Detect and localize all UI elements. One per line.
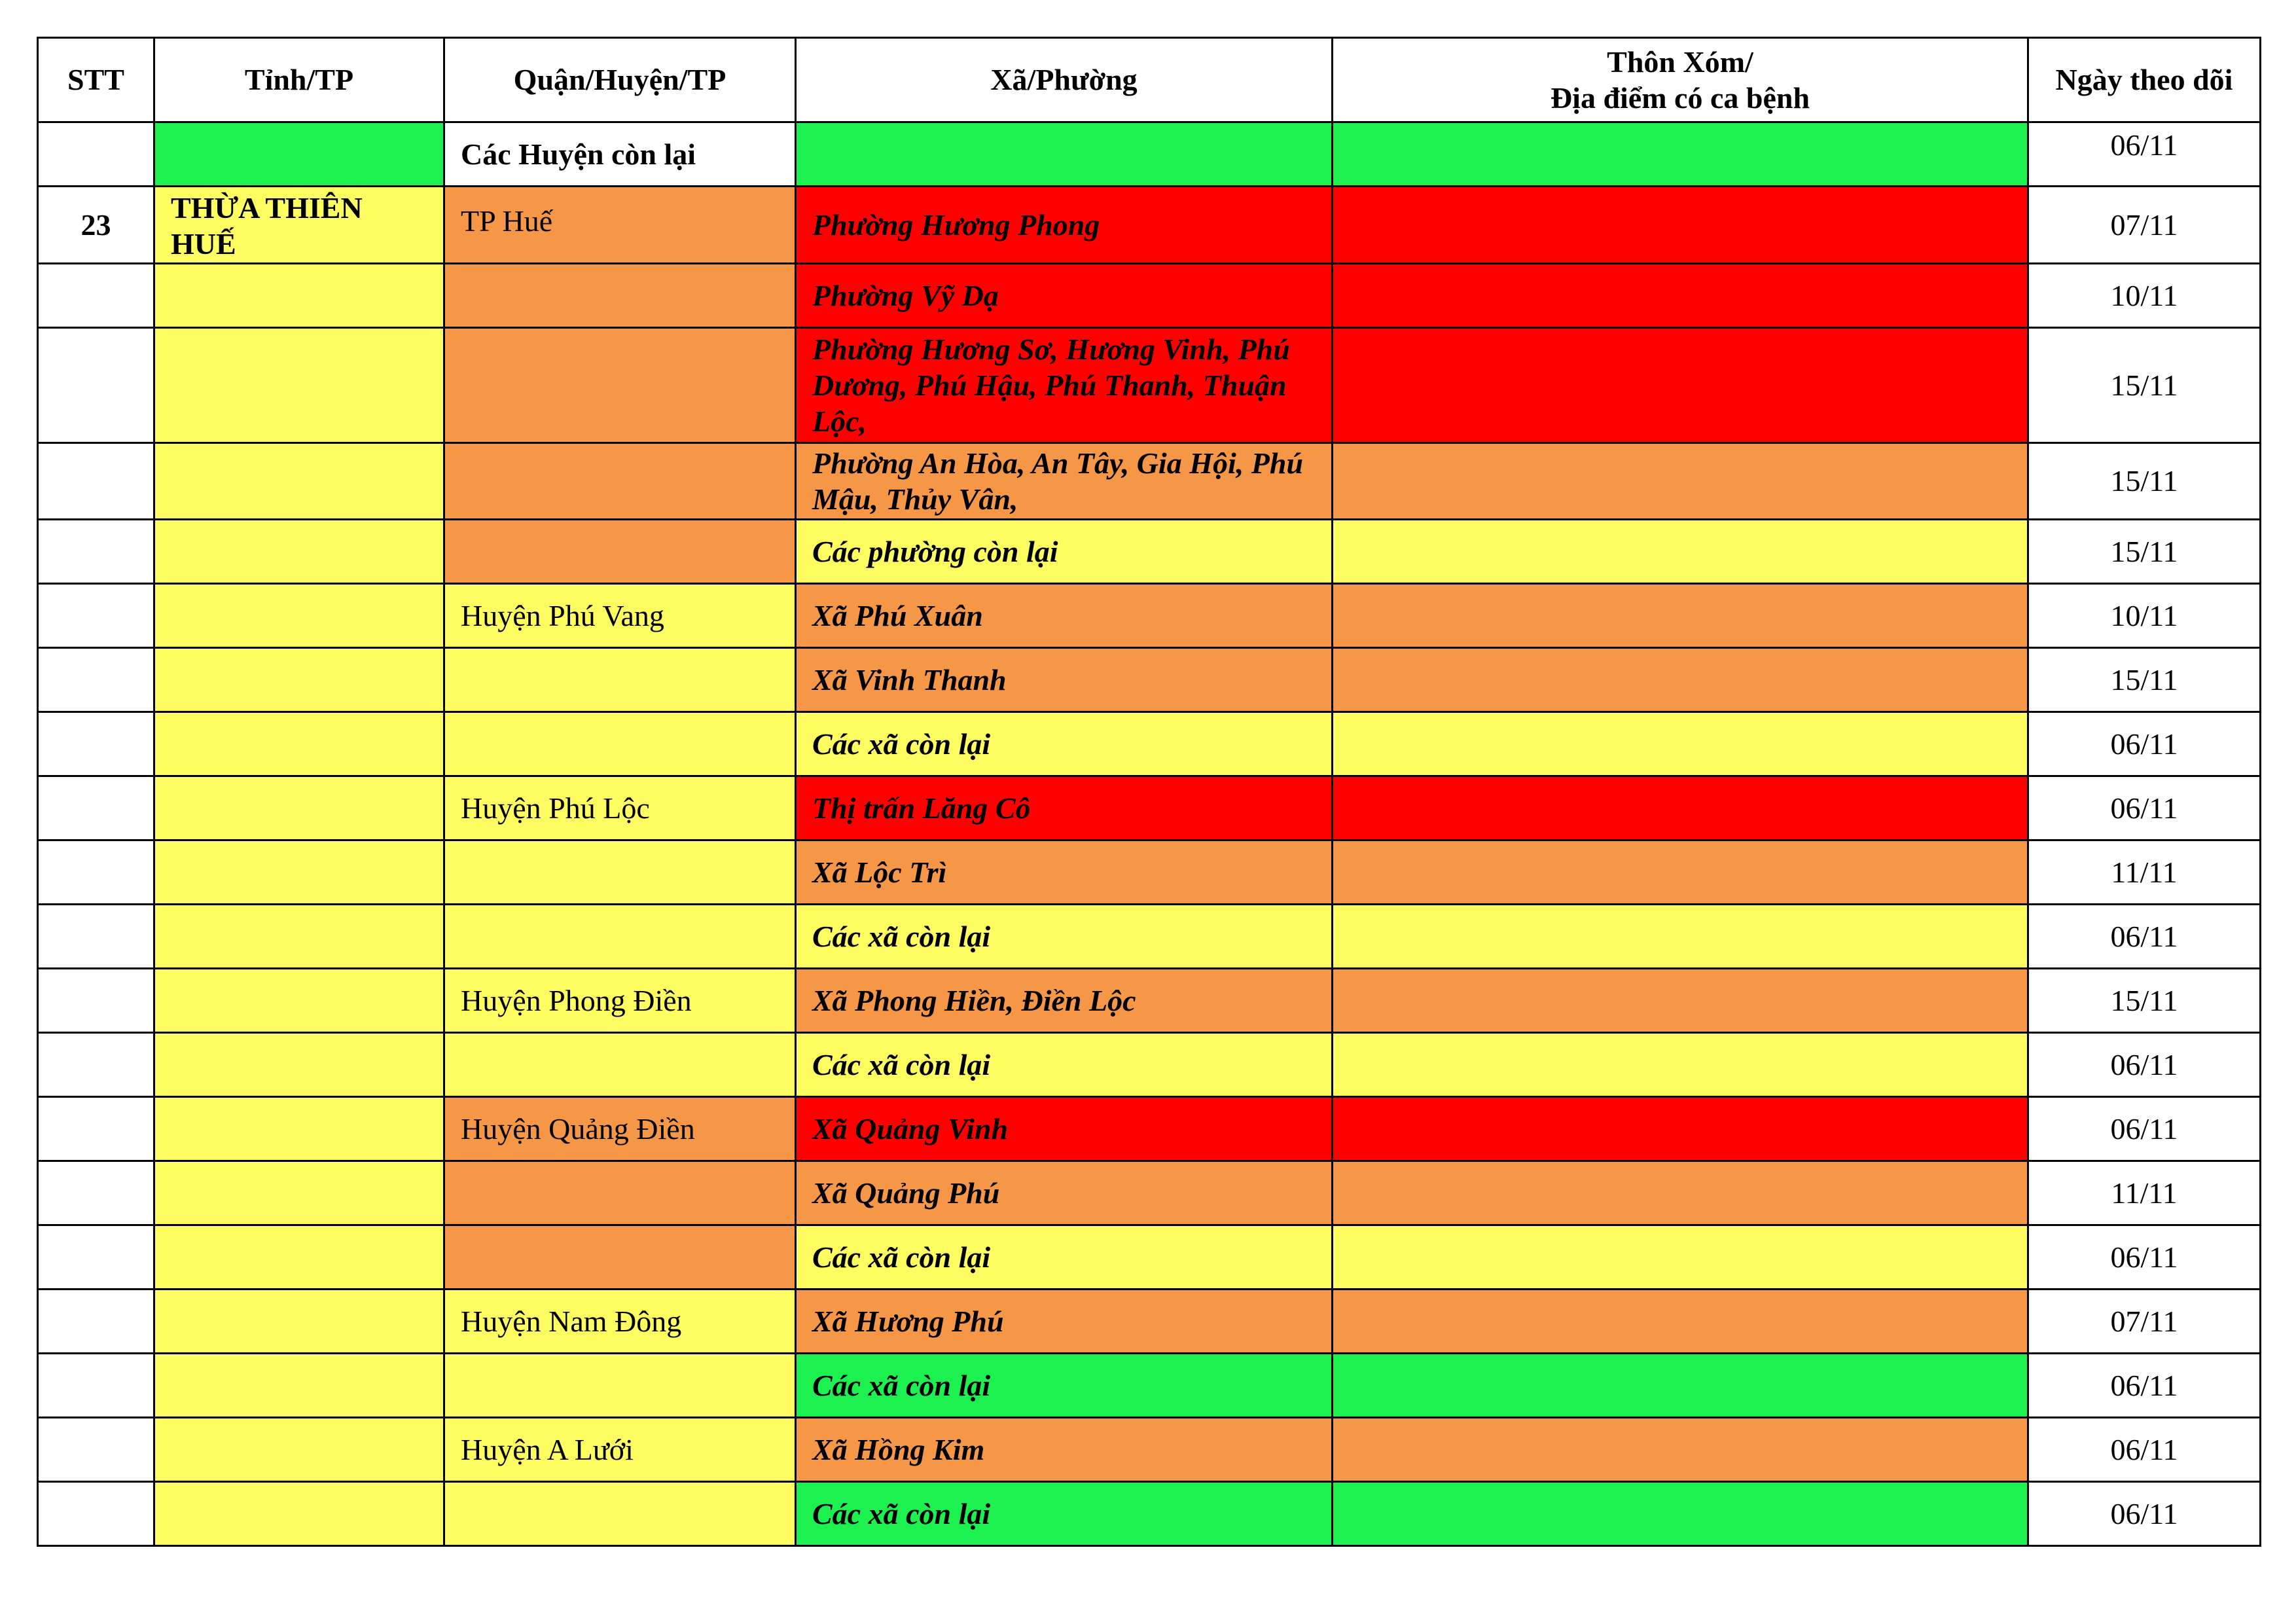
cell-district: Huyện Phong Điền <box>444 969 796 1033</box>
cell-district: Huyện Phú Lộc <box>444 776 796 840</box>
cell-hamlet <box>1333 187 2028 264</box>
cell-hamlet <box>1333 1418 2028 1482</box>
cell-district: TP Huế <box>444 187 796 264</box>
cell-stt <box>38 1354 154 1418</box>
cell-hamlet <box>1333 1290 2028 1354</box>
cell-stt <box>38 1482 154 1546</box>
cell-province <box>154 1225 444 1290</box>
cell-province <box>154 1033 444 1097</box>
table-row <box>38 712 2261 776</box>
cell-province <box>154 520 444 584</box>
cell-province <box>154 840 444 905</box>
cell-ward: Xã Hương Phú <box>796 1290 1333 1354</box>
cell-ward: Xã Quảng Vinh <box>796 1097 1333 1161</box>
cell-ward: Các xã còn lại <box>796 905 1333 969</box>
cell-ward: Các xã còn lại <box>796 1033 1333 1097</box>
table-row <box>38 1097 2261 1161</box>
cell-ward: Xã Phú Xuân <box>796 584 1333 648</box>
cell-district <box>444 1225 796 1290</box>
cell-district <box>444 1161 796 1225</box>
cell-date: 15/11 <box>2028 648 2261 712</box>
cell-date: 11/11 <box>2028 840 2261 905</box>
cell-date: 06/11 <box>2028 122 2261 187</box>
table-row <box>38 328 2261 443</box>
cell-stt <box>38 1418 154 1482</box>
table-row <box>38 840 2261 905</box>
cell-hamlet <box>1333 1033 2028 1097</box>
cell-hamlet <box>1333 264 2028 328</box>
cell-hamlet <box>1333 584 2028 648</box>
cell-district <box>444 443 796 520</box>
cell-hamlet <box>1333 443 2028 520</box>
cell-province <box>154 905 444 969</box>
cell-ward: Xã Vinh Thanh <box>796 648 1333 712</box>
cell-district <box>444 648 796 712</box>
cell-district <box>444 264 796 328</box>
cell-hamlet <box>1333 1225 2028 1290</box>
cell-ward: Các xã còn lại <box>796 1354 1333 1418</box>
table-row <box>38 1225 2261 1290</box>
cell-date: 06/11 <box>2028 1482 2261 1546</box>
cell-district: Huyện Nam Đông <box>444 1290 796 1354</box>
cell-stt <box>38 584 154 648</box>
cell-stt <box>38 122 154 187</box>
table-row <box>38 187 2261 264</box>
cell-hamlet <box>1333 648 2028 712</box>
cell-hamlet <box>1333 1354 2028 1418</box>
table-row <box>38 648 2261 712</box>
cell-ward: Phường Hương Phong <box>796 187 1333 264</box>
cell-province <box>154 1418 444 1482</box>
header-hamlet-line2: Địa điểm có ca bệnh <box>1550 81 1810 115</box>
cell-date: 10/11 <box>2028 264 2261 328</box>
cell-stt <box>38 969 154 1033</box>
cell-district: Huyện Quảng Điền <box>444 1097 796 1161</box>
header-stt: STT <box>38 38 154 122</box>
cell-date: 10/11 <box>2028 584 2261 648</box>
cell-ward: Xã Lộc Trì <box>796 840 1333 905</box>
cell-stt <box>38 712 154 776</box>
cell-district <box>444 905 796 969</box>
cell-province <box>154 1482 444 1546</box>
cell-date: 15/11 <box>2028 969 2261 1033</box>
cell-hamlet <box>1333 969 2028 1033</box>
cell-ward: Các xã còn lại <box>796 1482 1333 1546</box>
cell-stt <box>38 264 154 328</box>
cell-date: 11/11 <box>2028 1161 2261 1225</box>
cell-district <box>444 1354 796 1418</box>
header-province: Tỉnh/TP <box>154 38 444 122</box>
header-date: Ngày theo dõi <box>2028 38 2261 122</box>
cell-stt <box>38 905 154 969</box>
cell-hamlet <box>1333 1097 2028 1161</box>
cell-date: 06/11 <box>2028 1354 2261 1418</box>
header-ward: Xã/Phường <box>796 38 1333 122</box>
cell-hamlet <box>1333 328 2028 443</box>
cell-province <box>154 1354 444 1418</box>
cell-ward: Xã Quảng Phú <box>796 1161 1333 1225</box>
cell-date: 07/11 <box>2028 187 2261 264</box>
cell-province: THỪA THIÊN HUẾ <box>154 187 444 264</box>
cell-ward: Các xã còn lại <box>796 712 1333 776</box>
cell-ward: Các phường còn lại <box>796 520 1333 584</box>
cell-ward: Các xã còn lại <box>796 1225 1333 1290</box>
table-row <box>38 264 2261 328</box>
cell-ward: Phường Hương Sơ, Hương Vinh, Phú Dương, Phú Hậu, Phú Thanh, Thuận Lộc, <box>796 328 1333 443</box>
cell-district <box>444 840 796 905</box>
table-row <box>38 584 2261 648</box>
cell-province <box>154 328 444 443</box>
table-row <box>38 1161 2261 1225</box>
cell-province <box>154 969 444 1033</box>
cell-province <box>154 122 444 187</box>
cell-province <box>154 776 444 840</box>
cell-stt <box>38 443 154 520</box>
cell-date: 15/11 <box>2028 520 2261 584</box>
cell-hamlet <box>1333 1482 2028 1546</box>
cell-district: Các Huyện còn lại <box>444 122 796 187</box>
table-row <box>38 905 2261 969</box>
cell-district <box>444 328 796 443</box>
cell-province <box>154 1161 444 1225</box>
cell-date: 06/11 <box>2028 1225 2261 1290</box>
table-row <box>38 969 2261 1033</box>
cell-province <box>154 712 444 776</box>
cell-stt: 23 <box>38 187 154 264</box>
cell-district <box>444 712 796 776</box>
header-row <box>38 38 2261 122</box>
cell-date: 15/11 <box>2028 443 2261 520</box>
cell-hamlet <box>1333 776 2028 840</box>
covid-risk-table <box>37 37 2261 1547</box>
cell-province <box>154 264 444 328</box>
table-row <box>38 1418 2261 1482</box>
table-row <box>38 520 2261 584</box>
cell-date: 06/11 <box>2028 776 2261 840</box>
cell-province <box>154 1290 444 1354</box>
cell-ward: Thị trấn Lăng Cô <box>796 776 1333 840</box>
table-row <box>38 776 2261 840</box>
table-row <box>38 1354 2261 1418</box>
cell-date: 07/11 <box>2028 1290 2261 1354</box>
cell-date: 06/11 <box>2028 712 2261 776</box>
header-district: Quận/Huyện/TP <box>444 38 796 122</box>
cell-hamlet <box>1333 122 2028 187</box>
cell-stt <box>38 1161 154 1225</box>
cell-district: Huyện A Lưới <box>444 1418 796 1482</box>
cell-date: 06/11 <box>2028 1033 2261 1097</box>
cell-hamlet <box>1333 520 2028 584</box>
cell-stt <box>38 1033 154 1097</box>
table-row <box>38 122 2261 187</box>
cell-province <box>154 584 444 648</box>
cell-district <box>444 1033 796 1097</box>
cell-stt <box>38 1097 154 1161</box>
cell-date: 06/11 <box>2028 1097 2261 1161</box>
cell-ward: Xã Hồng Kim <box>796 1418 1333 1482</box>
table-row <box>38 1290 2261 1354</box>
cell-stt <box>38 1290 154 1354</box>
header-hamlet <box>1333 38 2028 122</box>
cell-date: 15/11 <box>2028 328 2261 443</box>
table-row <box>38 443 2261 520</box>
cell-stt <box>38 520 154 584</box>
cell-hamlet <box>1333 712 2028 776</box>
cell-hamlet <box>1333 1161 2028 1225</box>
cell-stt <box>38 1225 154 1290</box>
cell-hamlet <box>1333 905 2028 969</box>
cell-stt <box>38 840 154 905</box>
cell-ward <box>796 122 1333 187</box>
cell-ward: Phường Vỹ Dạ <box>796 264 1333 328</box>
cell-stt <box>38 776 154 840</box>
cell-hamlet <box>1333 840 2028 905</box>
cell-district <box>444 520 796 584</box>
table-row <box>38 1033 2261 1097</box>
cell-province <box>154 443 444 520</box>
cell-district <box>444 1482 796 1546</box>
cell-stt <box>38 328 154 443</box>
cell-province <box>154 648 444 712</box>
cell-ward: Phường An Hòa, An Tây, Gia Hội, Phú Mậu, Thủy Vân, <box>796 443 1333 520</box>
cell-ward: Xã Phong Hiền, Điền Lộc <box>796 969 1333 1033</box>
table-row <box>38 1482 2261 1546</box>
cell-date: 06/11 <box>2028 905 2261 969</box>
header-hamlet-line1: Thôn Xóm/ <box>1607 45 1753 79</box>
cell-district: Huyện Phú Vang <box>444 584 796 648</box>
cell-province <box>154 1097 444 1161</box>
cell-date: 06/11 <box>2028 1418 2261 1482</box>
cell-stt <box>38 648 154 712</box>
